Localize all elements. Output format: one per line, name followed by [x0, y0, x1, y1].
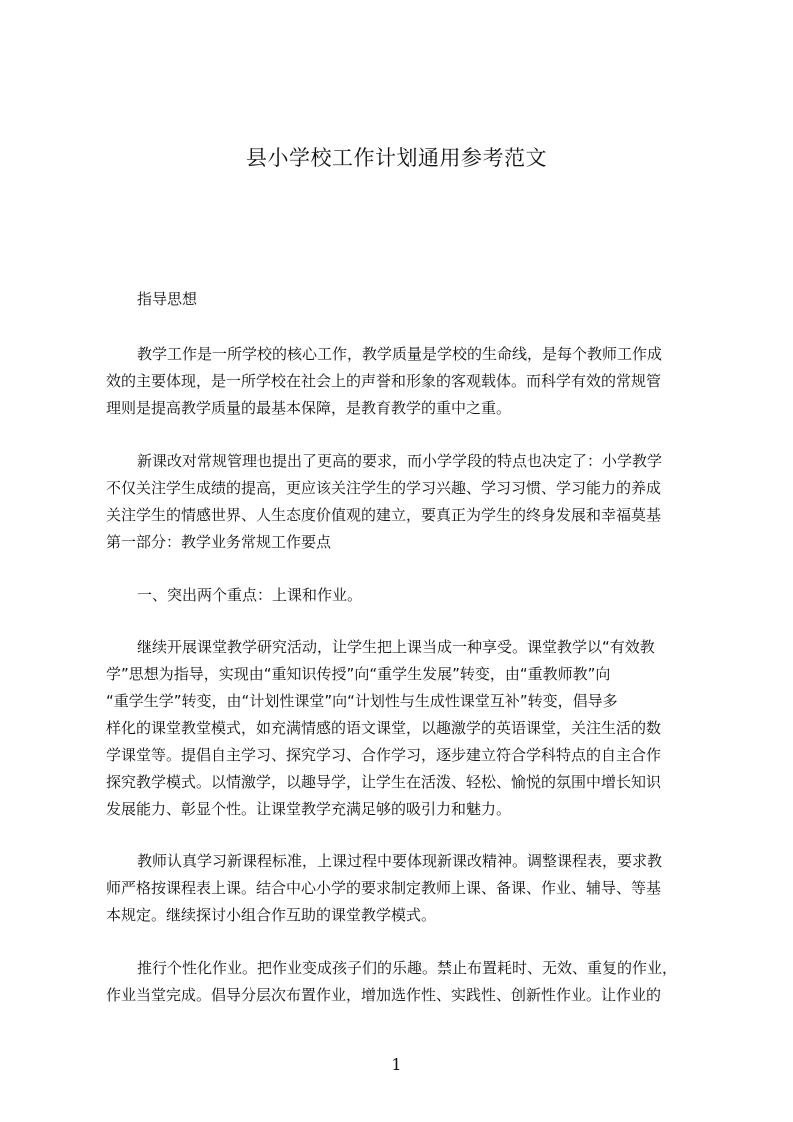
paragraph-line: 理则是提高教学质量的最基本保障，是教育教学的重中之重。: [106, 399, 512, 417]
paragraph-line: 学”思想为指导，实现由“重知识传授”向“重学生发展”转变，由“重教师教”向: [106, 665, 611, 683]
paragraph-line: 学课堂等。提倡自主学习、探究学习、合作学习，逐步建立符合学科特点的自主合作: [106, 746, 662, 764]
paragraph-line: 作业当堂完成。倡导分层次布置作业，增加选作性、实践性、创新性作业。让作业的: [106, 986, 662, 1004]
paragraph-line: 教师认真学习新课程标准，上课过程中要体现新课改精神。调整课程表，要求教: [137, 852, 663, 870]
page-number: 1: [391, 1055, 402, 1074]
paragraph-line: 发展能力、彰显个性。让课堂教学充满足够的吸引力和魅力。: [106, 800, 512, 818]
paragraph-line: 不仅关注学生成绩的提高，更应该关注学生的学习兴趣、学习习惯、学习能力的养成: [106, 479, 662, 497]
paragraph-line: 样化的课堂教堂模式，如充满情感的语文课堂，以趣激学的英语课堂，关注生活的数: [106, 719, 662, 737]
paragraph-line: “重学生学”转变，由“计划性课堂”向“计划性与生成性课堂互补”转变，倡导多: [106, 692, 618, 710]
paragraph-line: 探究教学模式。以情激学，以趣导学，让学生在活泼、轻松、愉悦的氛围中增长知识: [106, 773, 662, 791]
paragraph-line: 效的主要体现，是一所学校在社会上的声誉和形象的客观载体。而科学有效的常规管: [106, 372, 662, 390]
paragraph-line: 师严格按课程表上课。结合中心小学的要求制定教师上课、备课、作业、辅导、等基: [106, 879, 662, 897]
section-heading-guiding-ideology: 指导思想: [137, 290, 198, 308]
paragraph-line: 继续开展课堂教学研究活动，让学生把上课当成一种享受。课堂教学以“有效教: [137, 638, 655, 656]
paragraph-line: 推行个性化作业。把作业变成孩子们的乐趣。禁止布置耗时、无效、重复的作业，: [137, 959, 678, 977]
paragraph-line: 关注学生的情感世界、人生态度价值观的建立，要真正为学生的终身发展和幸福莫基: [106, 506, 662, 524]
part-heading: 第一部分：教学业务常规工作要点: [106, 533, 332, 551]
paragraph-line: 新课改对常规管理也提出了更高的要求，而小学学段的特点也决定了：小学教学: [137, 452, 663, 470]
paragraph-line: 教学工作是一所学校的核心工作，教学质量是学校的生命线，是每个教师工作成: [137, 345, 663, 363]
document-title: 县小学校工作计划通用参考范文: [246, 146, 547, 170]
paragraph-line: 本规定。继续探讨小组合作互助的课堂教学模式。: [106, 906, 437, 924]
section-heading: 一、突出两个重点：上课和作业。: [137, 586, 363, 604]
